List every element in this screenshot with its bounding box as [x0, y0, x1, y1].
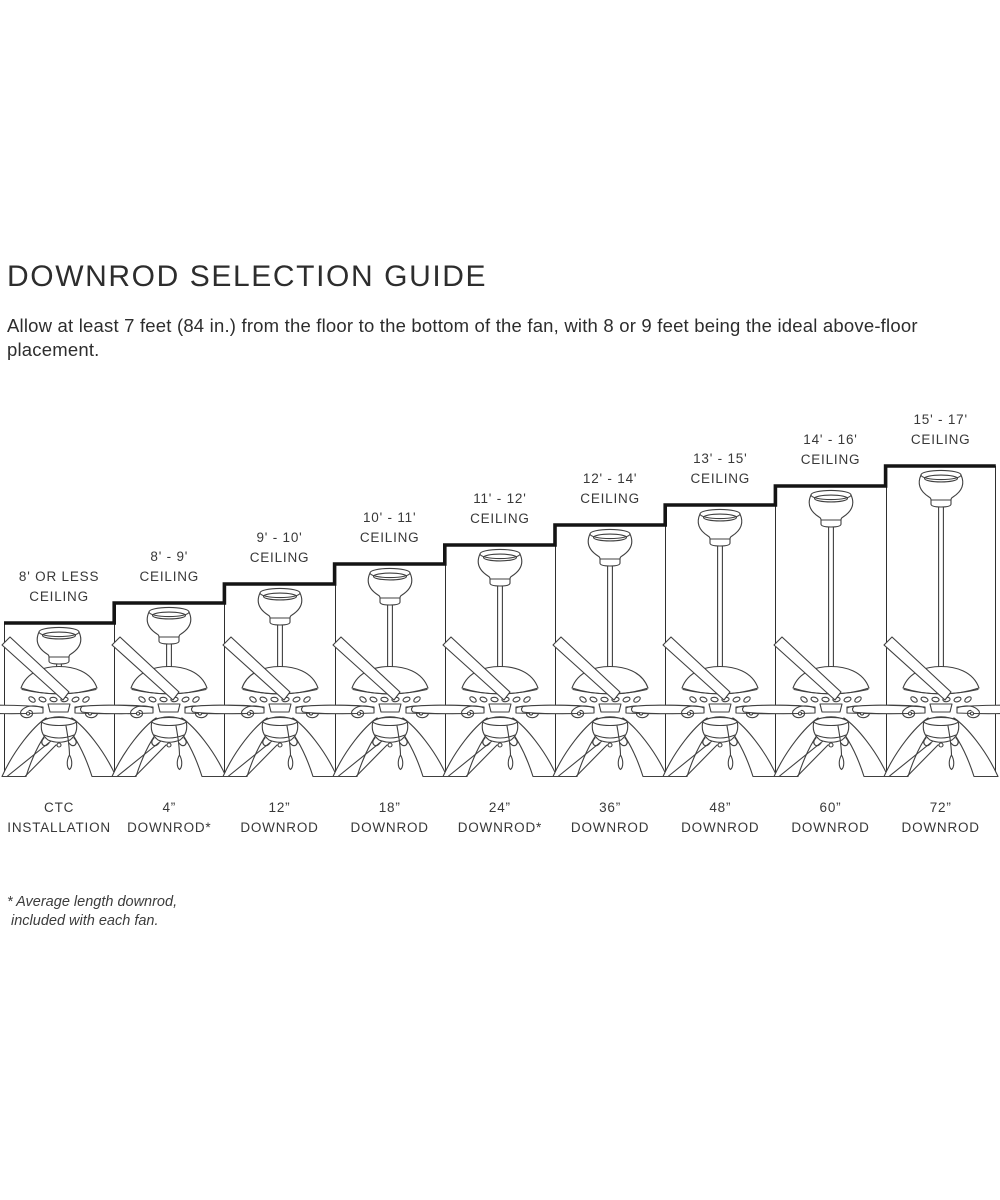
ceiling-height-label — [881, 409, 1000, 450]
downrod-size: 12” — [268, 800, 291, 815]
ceiling-height-label — [220, 527, 340, 568]
ceiling-height-range: 11' - 12' — [473, 491, 527, 506]
downrod-size-label — [220, 798, 340, 840]
ceiling-height-label — [440, 488, 560, 529]
downrod-word: DOWNROD* — [127, 820, 212, 835]
ceiling-word: CEILING — [910, 432, 971, 447]
ceiling-height-label — [660, 448, 780, 489]
downrod-size: 4” — [162, 800, 177, 815]
footnote-line-2: included with each fan. — [11, 913, 159, 929]
ceiling-height-range: 8' - 9' — [150, 549, 189, 564]
ceiling-height-range: 12' - 14' — [582, 471, 638, 486]
downrod-size-label — [109, 798, 229, 840]
page-title: DOWNROD SELECTION GUIDE — [7, 260, 488, 293]
downrod-size: 72” — [929, 800, 952, 815]
ceiling-height-label — [109, 546, 229, 587]
intro-text: Allow at least 7 feet (84 in.) from the floor to the bottom of the fan, with 8 or 9 feet being the ideal above-floor placement. — [7, 315, 918, 360]
downrod-word: DOWNROD — [791, 820, 870, 835]
downrod-size: CTC — [44, 800, 75, 815]
ceiling-height-range: 13' - 15' — [693, 451, 748, 466]
ceiling-word: CEILING — [690, 471, 751, 486]
downrod-word: DOWNROD — [240, 820, 319, 835]
ceiling-word: CEILING — [139, 569, 200, 584]
downrod-size-label — [550, 798, 670, 840]
downrod-word: DOWNROD* — [457, 820, 543, 835]
ceiling-word: CEILING — [580, 491, 640, 506]
footnote — [7, 893, 177, 931]
downrod-word: INSTALLATION — [7, 820, 111, 835]
downrod-size-label — [0, 798, 119, 840]
footnote-line-1: * Average length downrod, — [7, 894, 178, 910]
downrod-size: 24” — [488, 800, 511, 815]
ceiling-height-range: 9' - 10' — [256, 530, 303, 545]
downrod-word: DOWNROD — [901, 820, 980, 835]
downrod-size-label — [660, 798, 780, 840]
downrod-word: DOWNROD — [350, 820, 429, 835]
ceiling-height-label — [550, 468, 670, 509]
ceiling-height-label — [771, 429, 891, 470]
downrod-size: 18” — [378, 800, 401, 815]
ceiling-word: CEILING — [249, 550, 310, 565]
downrod-size-label — [881, 798, 1000, 840]
ceiling-fan-illustration — [851, 466, 1000, 777]
ceiling-height-range: 14' - 16' — [803, 432, 858, 447]
ceiling-word: CEILING — [800, 452, 861, 467]
ceiling-height-label — [0, 566, 119, 607]
ceiling-word: CEILING — [359, 530, 420, 545]
downrod-size: 60” — [819, 800, 842, 815]
downrod-word: DOWNROD — [681, 820, 760, 835]
ceiling-word: CEILING — [29, 589, 89, 604]
downrod-size-label — [440, 798, 560, 840]
downrod-size-label — [771, 798, 891, 840]
ceiling-height-range: 10' - 11' — [362, 510, 417, 525]
ceiling-height-label — [330, 507, 450, 548]
ceiling-height-range: 15' - 17' — [913, 412, 968, 427]
downrod-size-label — [330, 798, 450, 840]
downrod-size: 36” — [599, 800, 622, 815]
downrod-word: DOWNROD — [570, 820, 650, 835]
ceiling-height-range: 8' OR LESS — [18, 569, 100, 584]
ceiling-word: CEILING — [470, 511, 530, 526]
downrod-size: 48” — [709, 800, 732, 815]
